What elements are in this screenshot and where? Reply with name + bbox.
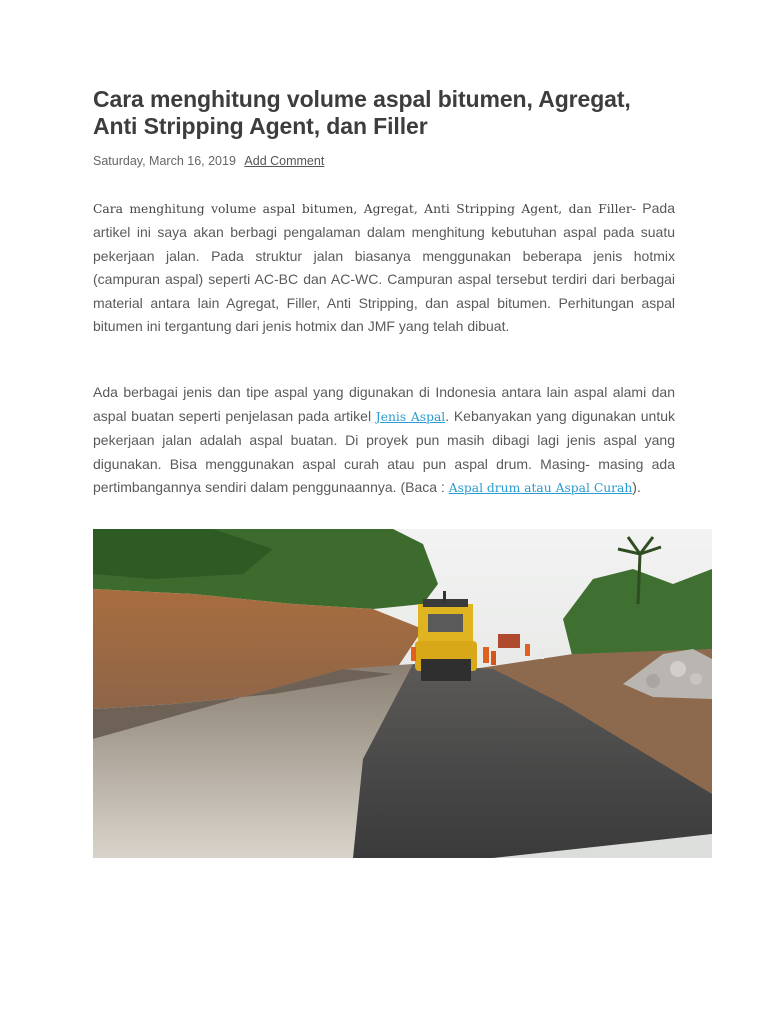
paragraph-1 [93,197,675,338]
add-comment-link[interactable]: Add Comment [244,154,325,168]
paragraph-2-text-b: . Kebanyakan yang digunakan untuk pekerjaan jalan adalah aspal buatan. Di proyek pun masih dibagi lagi jenis aspal yang digunakan. Bisa menggunakan aspal curah atau pun aspal drum. Masing- masing ada pertimbangannya sendiri dalam penggunaannya. (Baca : [93,407,676,496]
paragraph-2-text-a: Ada berbagai jenis dan tipe aspal yang digunakan di Indonesia antara lain aspal alami dan aspal buatan seperti penjelasan pada artikel [93,384,675,424]
paragraph-1-lead: Cara menghitung volume aspal bitumen, Agregat, Anti Stripping Agent, dan Filler- [93,202,636,216]
road-roller [415,591,477,681]
post-meta [93,153,675,169]
paragraph-2 [93,381,675,500]
article [93,86,675,500]
paragraph-2-text-c: ). [632,479,641,496]
jenis-aspal-link[interactable]: Jenis Aspal [375,409,446,424]
title-line-2: Anti Stripping Agent, dan Filler [93,113,428,139]
post-date: Saturday, March 16, 2019 [93,154,236,168]
road-paving-photo [93,529,712,858]
aspal-drum-curah-link[interactable]: Aspal drum atau Aspal Curah [448,481,633,496]
article-title [93,86,675,140]
distant-truck [498,634,520,648]
title-line-1: Cara menghitung volume aspal bitumen, Agregat, [93,86,631,112]
paragraph-1-text: Pada artikel ini saya akan berbagi pengalaman dalam menghitung kebutuhan aspal pada suatu pekerjaan jalan. Pada struktur jalan biasanya menggunakan beberapa jenis hotmix (campuran aspal) seperti AC-BC dan AC-WC. Campuran aspal tersebut terdiri dari berbagai material antara lain Agregat, Filler, Anti Stripping, dan aspal bitumen. Perhitungan aspal bitumen ini tergantung dari jenis hotmix dan JMF yang telah dibuat. [93,200,676,335]
